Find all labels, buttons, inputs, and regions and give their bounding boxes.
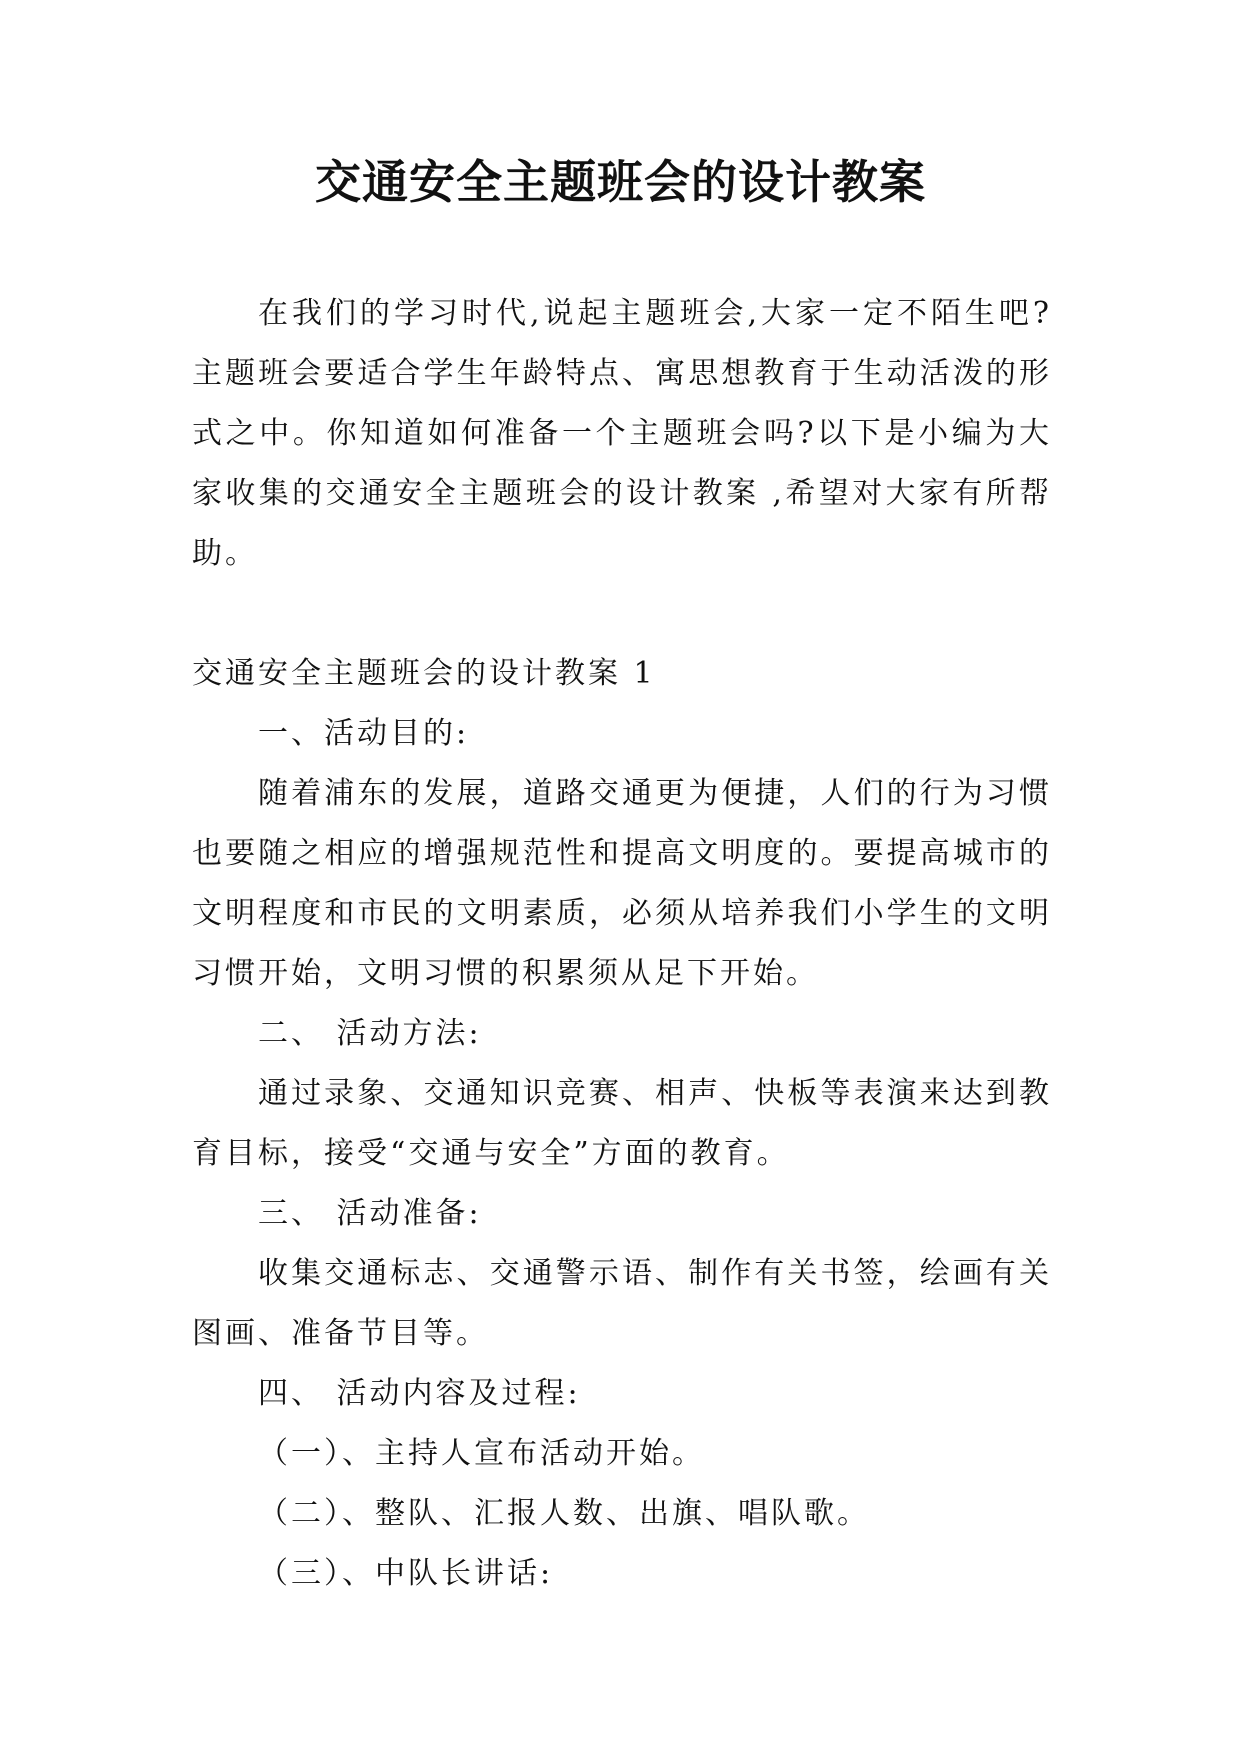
intro-paragraph: 在我们的学习时代,说起主题班会,大家一定不陌生吧?主题班会要适合学生年龄特点、寓思想教育于生动活泼的形式之中。你知道如何准备一个主题班会吗?以下是小编为大家收集的交通安全主题班会的设计教案 ,希望对大家有所帮助。 — [192, 296, 1052, 571]
document-title: 交通安全主题班会的设计教案 — [315, 155, 926, 209]
item-body: 通过录象、交通知识竞赛、相声、快板等表演来达到教育目标，接受“交通与安全”方面的教育。 — [192, 1076, 1052, 1171]
step-item: （一）、主持人宣布活动开始。 — [258, 1436, 705, 1471]
item-heading: 四、 活动内容及过程: — [258, 1376, 581, 1411]
item-body: 随着浦东的发展，道路交通更为便捷，人们的行为习惯也要随之相应的增强规范性和提高文明度的。要提高城市的文明程度和市民的文明素质，必须从培养我们小学生的文明习惯开始，文明习惯的积累须从足下开始。 — [192, 776, 1052, 991]
step-item: （三）、中队长讲话: — [258, 1556, 554, 1591]
item-heading: 一、活动目的: — [258, 716, 470, 751]
item-body: 收集交通标志、交通警示语、制作有关书签，绘画有关图画、准备节目等。 — [192, 1256, 1052, 1351]
document-body — [192, 284, 1052, 1604]
item-heading: 二、 活动方法: — [258, 1016, 482, 1051]
step-item: （二）、整队、汇报人数、出旗、唱队歌。 — [258, 1496, 870, 1531]
section-heading: 交通安全主题班会的设计教案 1 — [192, 656, 656, 691]
item-heading: 三、 活动准备: — [258, 1196, 482, 1231]
